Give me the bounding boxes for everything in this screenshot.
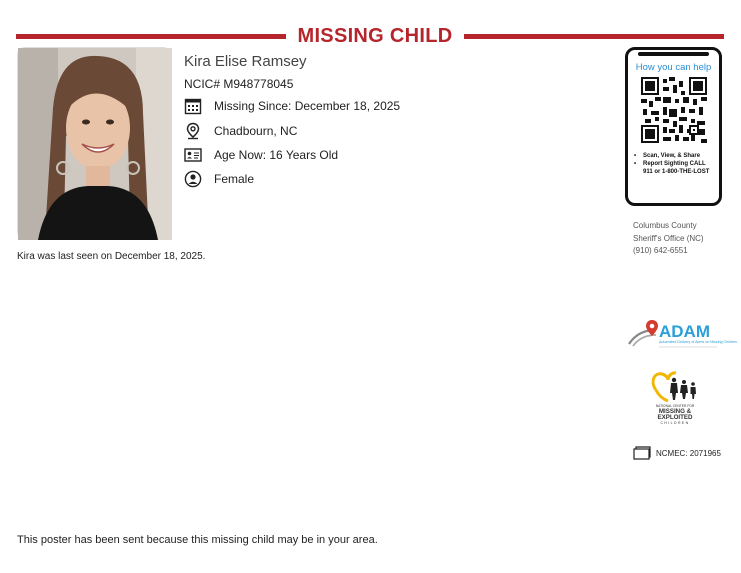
phone-notch xyxy=(638,52,709,56)
help-title: How you can help xyxy=(635,62,712,73)
location-row xyxy=(184,122,297,140)
missing-since-row xyxy=(184,97,400,115)
adam-wordmark: ADAM xyxy=(659,322,710,341)
id-card-icon xyxy=(184,146,202,164)
ncmec-line4: CHILDREN xyxy=(660,421,690,425)
sex-text: Female xyxy=(214,172,255,186)
sex-row xyxy=(184,170,254,188)
child-name: Kira Elise Ramsey xyxy=(184,53,307,70)
agency-phone[interactable]: (910) 642-6551 xyxy=(633,246,688,255)
phone-help-card xyxy=(625,47,722,206)
ncmec-line2: MISSING & xyxy=(658,408,692,415)
agency-county: Columbus County xyxy=(633,221,697,230)
adam-tagline: Automated Delivery of Alerts on Missing Children xyxy=(659,340,737,344)
agency-office: Sheriff's Office (NC) xyxy=(633,233,704,243)
ncic-number: NCIC# M948778045 xyxy=(184,77,294,91)
location-text: Chadbourn, NC xyxy=(214,124,298,138)
last-seen-text: Kira was last seen on December 18, 2025. xyxy=(17,251,206,262)
missing-since-text: Missing Since: December 18, 2025 xyxy=(214,99,401,113)
ncmec-logo xyxy=(646,368,704,426)
ncmec-line1: NATIONAL CENTER FOR xyxy=(655,404,695,408)
help-item-share: • Scan, View, & Share xyxy=(634,152,715,160)
poster-title: MISSING CHILD xyxy=(297,25,453,47)
child-photo xyxy=(17,47,171,239)
qr-code-icon[interactable] xyxy=(641,77,707,143)
case-file-icon xyxy=(633,446,651,460)
age-text: Age Now: 16 Years Old xyxy=(214,148,339,162)
ncmec-case-number: NCMEC: 2071965 xyxy=(656,448,721,458)
help-item-report: • Report Sighting CALL 911 or 1-800-THE-LOST xyxy=(634,160,715,176)
footer-note: This poster has been sent because this missing child may be in your area. xyxy=(17,534,378,546)
age-row xyxy=(184,146,338,164)
poster-header xyxy=(16,24,724,48)
ncmec-case-row xyxy=(633,446,721,460)
agency-contact xyxy=(633,220,704,258)
header-rule-left xyxy=(16,34,286,39)
ncmec-line3: EXPLOITED xyxy=(657,414,693,421)
calendar-icon xyxy=(184,97,202,115)
header-rule-right xyxy=(464,34,724,39)
person-icon xyxy=(184,170,202,188)
adam-logo xyxy=(626,318,737,354)
help-list xyxy=(634,152,715,176)
map-pin-icon xyxy=(184,122,202,140)
